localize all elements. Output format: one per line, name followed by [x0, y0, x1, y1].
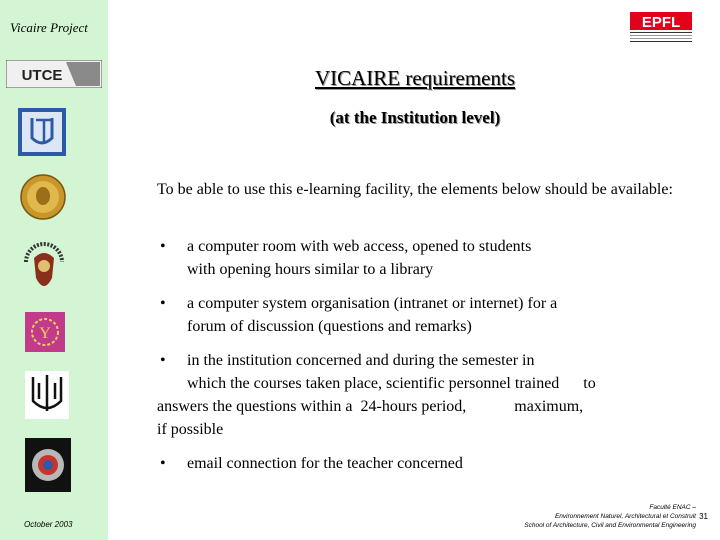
bullet-text: email connection for the teacher concerned	[187, 455, 463, 472]
bullet-item	[157, 235, 697, 285]
bullet-text: in the institution concerned and during the semester in	[187, 352, 535, 369]
trident-logo	[25, 371, 69, 419]
svg-text:Y: Y	[39, 325, 51, 342]
bullet-text: which the courses taken place, scientific personnel trained to	[187, 375, 596, 392]
bullet-symbol: •	[160, 455, 166, 472]
footer-faculty-line: Faculté ENAC –	[649, 504, 696, 511]
page-subtitle: (at the Institution level)	[329, 108, 501, 127]
utce-logo-text: UTCE	[21, 67, 63, 84]
bullet-symbol: •	[160, 352, 166, 369]
medal-logo	[20, 174, 66, 220]
bullet-item	[157, 349, 697, 444]
bullet-symbol: •	[160, 295, 166, 312]
footer-faculty	[524, 503, 696, 530]
epfl-logo-text: EPFL	[641, 14, 681, 31]
bullet-text: forum of discussion (questions and remarks)	[187, 318, 472, 335]
bullet-item	[157, 452, 697, 477]
project-label: Vicaire Project	[10, 20, 88, 35]
page-number: 31	[699, 512, 708, 521]
bullet-text: if possible	[157, 421, 224, 438]
bullet-item	[157, 292, 697, 342]
footer-faculty-line: School of Architecture, Civil and Environmental Engineering	[524, 522, 696, 529]
bullet-text: answers the questions within a 24-hours period, maximum,	[157, 398, 584, 415]
emblem-logo	[20, 238, 68, 296]
bullet-symbol: •	[160, 238, 166, 255]
bullet-text: a computer system organisation (intranet or internet) for a	[187, 295, 558, 312]
seal-logo	[25, 438, 71, 492]
epfl-logo	[630, 12, 692, 46]
intro-text: To be able to use this e-learning facility, the elements below should be available:	[157, 181, 673, 198]
wreath-logo	[25, 312, 65, 352]
footer-date: October 2003	[24, 520, 73, 529]
bullet-text: with opening hours similar to a library	[187, 261, 434, 278]
bullet-text: a computer room with web access, opened to students	[187, 238, 532, 255]
footer-faculty-line: Environnement Naturel, Architectural et Construit	[554, 513, 696, 520]
page-title: VICAIRE requirements	[314, 66, 516, 90]
